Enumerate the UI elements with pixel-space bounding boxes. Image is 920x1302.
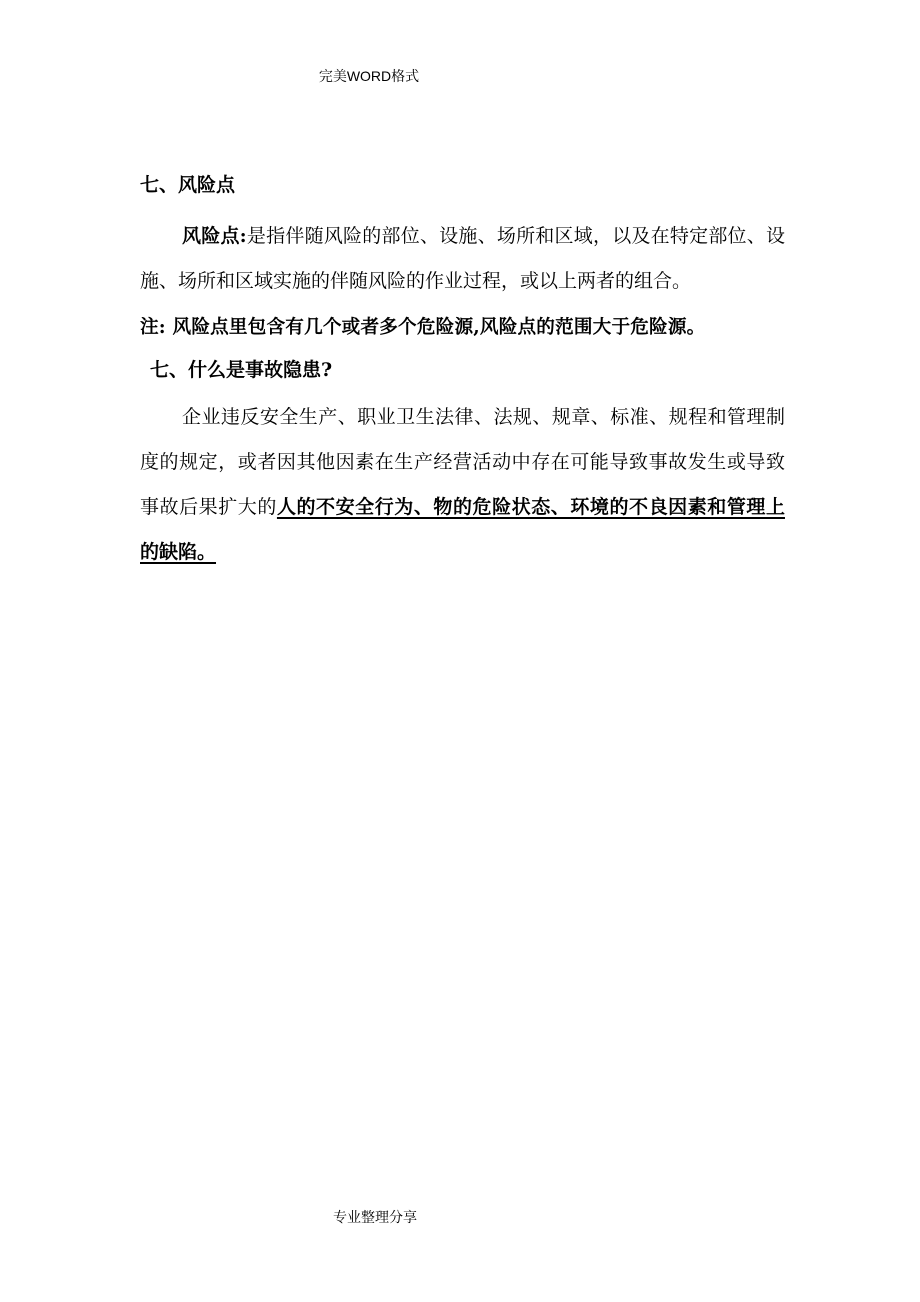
hidden-danger-text: 企业违反安全生产、职业卫生法律、法规、规章、标准、规程和管理制度的规定，或者因其他因素在生产经营活动中存在可能导致事故发生或导致事故后果扩大的 — [140, 406, 785, 518]
document-body — [140, 166, 785, 575]
risk-point-note: 注: 风险点里包含有几个或者多个危险源,风险点的范围大于危险源。 — [140, 317, 706, 338]
definition-term: 风险点: — [182, 225, 247, 247]
page-footer: 专业整理分享 — [333, 1210, 417, 1226]
hidden-danger-definition — [140, 395, 785, 575]
hidden-danger-emphasis: 人的不安全行为、物的危险状态、环境的不良因素和管理上的缺陷。 — [140, 496, 785, 563]
section-heading-hidden-danger: 七、什么是事故隐患? — [150, 359, 333, 381]
risk-point-definition — [140, 214, 785, 304]
page-header: 完美WORD格式 — [318, 68, 420, 84]
section-heading-risk-point: 七、风险点 — [140, 174, 236, 196]
definition-text: 是指伴随风险的部位、设施、场所和区域，以及在特定部位、设施、场所和区域实施的伴随风险的作业过程，或以上两者的组合。 — [140, 225, 785, 292]
